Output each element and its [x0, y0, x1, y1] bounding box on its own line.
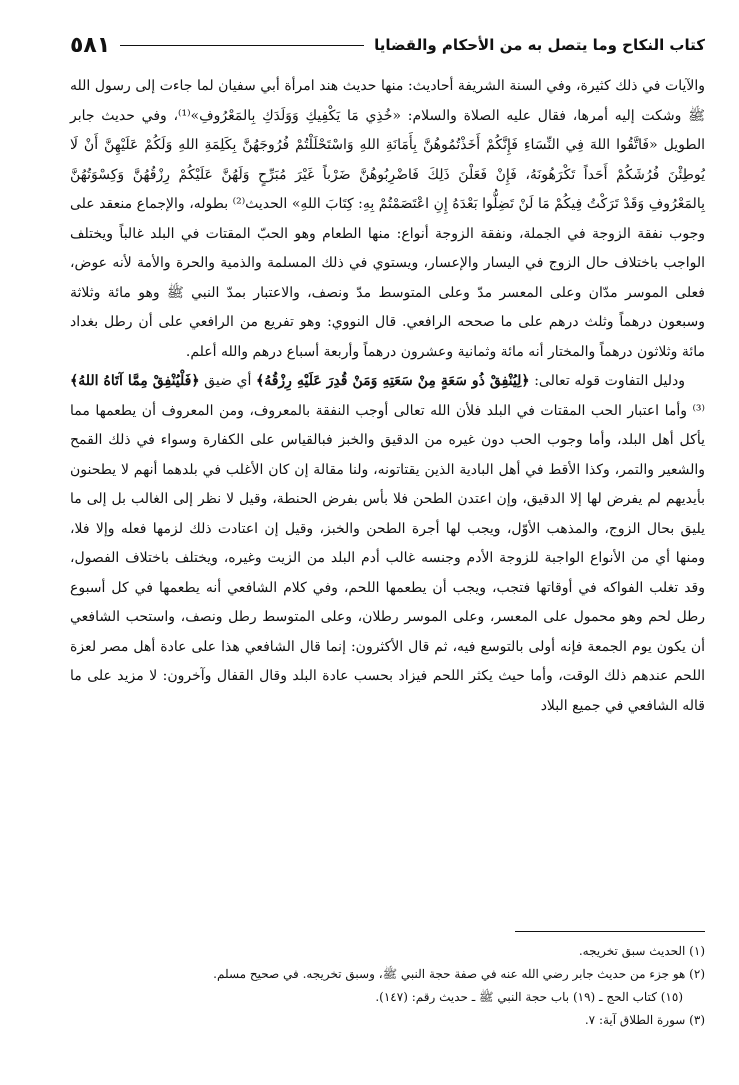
main-text — [70, 72, 705, 721]
footnote-separator — [515, 931, 705, 932]
footnote-1: (١) الحديث سبق تخريجه. — [578, 944, 705, 958]
paragraph-2 — [70, 367, 705, 721]
footnote-3: (٣) سورة الطلاق آية: ٧. — [584, 1013, 705, 1027]
footnote-2: (٢) هو جزء من حديث جابر رضي الله عنه في صفة حجة النبي ﷺ، وسبق تخريجه. في صحيح مسلم. — [213, 967, 705, 981]
page-number: ٥٨١ — [70, 32, 111, 58]
quran-verse-2: ﴿فَلْيُنْفِقْ مِمَّا آتَاهُ اللهُ﴾ — [70, 373, 200, 389]
footnotes — [70, 940, 705, 1032]
header-rule — [120, 45, 364, 46]
paragraph-2-intro: ودليل التفاوت قوله تعالى: — [534, 373, 686, 389]
book-page — [70, 28, 705, 1058]
footnote-2-continued: (١٥) كتاب الحج ـ (١٩) باب حجة النبي ﷺ ـ حديث رقم: (١٤٧). — [375, 990, 683, 1004]
paragraph-2-mid: أي ضيق — [204, 373, 252, 389]
page-header — [70, 28, 705, 62]
running-title: كتاب النكاح وما يتصل به من الأحكام والقضايا — [374, 36, 705, 54]
quran-verse-1: ﴿لِيُنْفِقْ ذُو سَعَةٍ مِنْ سَعَتِهِ وَمَنْ قُدِرَ عَلَيْهِ رِزْقُهُ﴾ — [256, 373, 530, 389]
paragraph-2-rest: ⁽³⁾ وأما اعتبار الحب المقتات في البلد فلأن الله تعالى أوجب النفقة بالمعروف، ومن المعروف أن يطعمها مما يأكل أهل البلد، وأما وجوب الحب دون غيره من الدقيق والخبز فبالقياس على الكفارة وسواء في ذلك القمح والشعير والتمر، وكذا الأقط في أهل البادية الذين يقتاتونه، ولنا مقالة إن كان الأغلب في بلدهما أنهم لا يطحنون بأيديهم لم يفرض لها إلا الدقيق، وإن اعتدن الطحن فلا بأس بفرض الحنطة، وقيل لا نظر إلى الغالب بل إلى ما يليق بحال الزوج، والمذهب الأوّل، ويجب لها أجرة الطحن والخبز، وقيل إن اعتادت ذلك لزمها فعله وإلا فلا، ومنها أي من الأنواع الواجبة للزوجة الأدم وجنسه غالب أدم البلد من الزيت وغيره، ويختلف باختلاف الفصول، وقد تغلب الفواكه في أوقاتها فتجب، ويجب أن يطعمها اللحم، وفي كلام الشافعي أنه يطعمها في كل أسبوع رطل لحم وهو محمول على المعسر، وعلى الموسر رطلان، وعلى المتوسط رطل ونصف، واستحب الشافعي أن يكون يوم الجمعة فإنه أولى بالتوسع فيه، ثم قال الأكثرون: إنما قال الشافعي هذا على عادة أهل مصر لعزة اللحم عندهم ذلك الوقت، وأما حيث يكثر اللحم فيزاد بحسب عادة البلد وقال القفال وآخرون: لا مزيد على ما قاله الشافعي في جميع البلاد — [70, 402, 705, 714]
paragraph-1: والآيات في ذلك كثيرة، وفي السنة الشريفة أحاديث: منها حديث هند امرأة أبي سفيان لما جاءت إلى رسول الله ﷺ وشكت إليه أمرها، فقال عليه الصلاة والسلام: «خُذِي مَا يَكْفِيكِ وَوَلَدَكِ بِالمَعْرُوفِ»⁽¹⁾، وفي حديث جابر الطويل «فَاتَّقُوا اللهَ فِي النِّسَاءِ فَإِنَّكُمْ أَخَذْتُمُوهُنَّ بِأَمَانَةِ اللهِ وَاسْتَحْلَلْتُمْ فُرُوجَهُنَّ بِكَلِمَةِ اللهِ وَلَكُمْ عَلَيْهِنَّ أَنْ لَا يُوطِئْنَ فُرُشَكُمْ أَحَداً تَكْرَهُونَهُ، فَإِنْ فَعَلْنَ ذَلِكَ فَاضْرِبُوهُنَّ ضَرْباً غَيْرَ مُبَرِّحٍ وَلَهُنَّ عَلَيْكُمْ رِزْقُهُنَّ وَكِسْوَتُهُنَّ بِالمَعْرُوفِ وَقَدْ تَرَكْتُ فِيكُمْ مَا لَنْ تَضِلُّوا بَعْدَهُ إِنِ اعْتَصَمْتُمْ بِهِ: كِتَابَ اللهِ» الحديث⁽²⁾ بطوله، والإجماع منعقد على وجوب نفقة الزوجة في الجملة، ونفقة الزوجة أنواع: منها الطعام وهو الحبّ المقتات في البلد غالباً ويختلف الواجب باختلاف حال الزوج في اليسار والإعسار، ويستوي في ذلك المسلمة والذمية والحرة والأمة لأنه عوض، فعلى الموسر مدّان وعلى المعسر مدّ وعلى المتوسط مدّ ونصف، والاعتبار بمدّ النبي ﷺ وهو مائة وثلاثة وسبعون درهماً وثلث درهم على ما صححه الرافعي. قال النووي: وهو تفريع من الرافعي على أن رطل بغداد مائة وثلاثون درهماً والمختار أنه مائة وثمانية وعشرون درهماً وأربعة أسباع درهم والله أعلم. — [70, 78, 705, 360]
